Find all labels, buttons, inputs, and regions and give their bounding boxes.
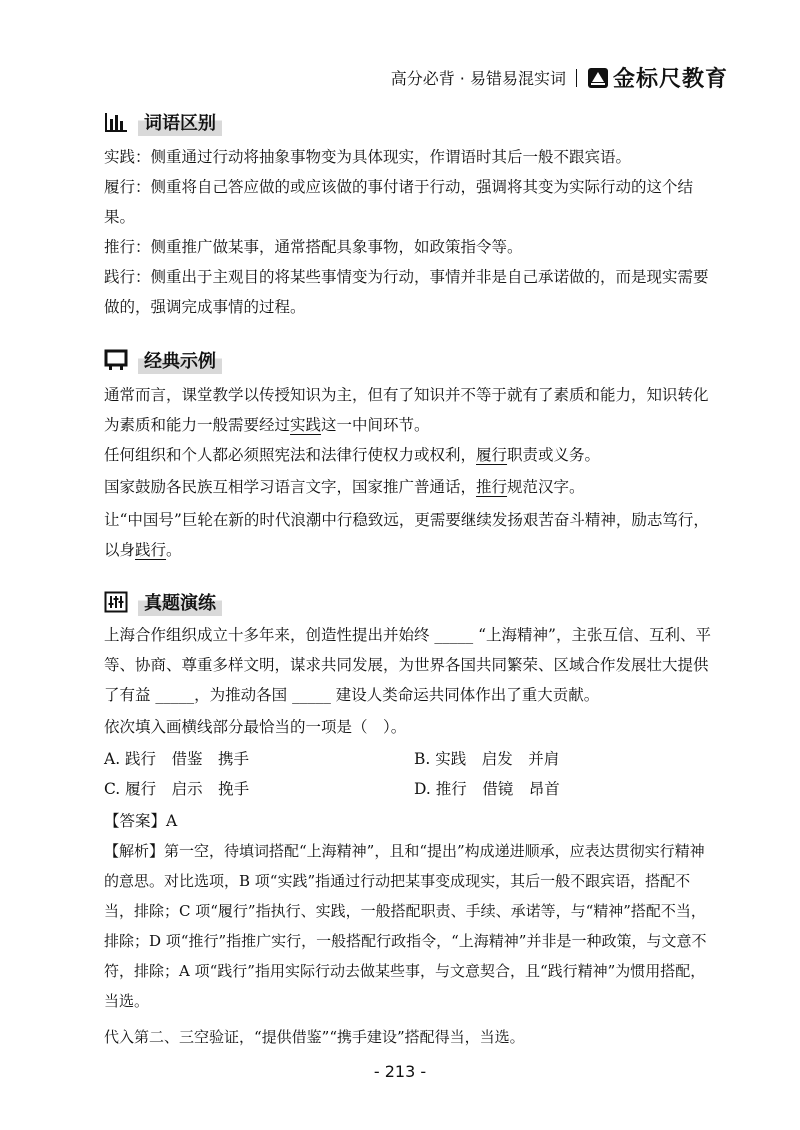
answer-line: 【答案】A (104, 812, 178, 830)
section-title: 真题演练 (138, 588, 222, 616)
sliders-icon (104, 591, 128, 613)
verify-text: 代入第二、三空验证，“提供借鉴”“携手建设”搭配得当，当选。 (104, 1028, 525, 1046)
example-sentence: 通常而言，课堂教学以传授知识为主，但有了知识并不等于就有了素质和能力，知识转化为素质和能力一般需要经过实践这一中间环节。 (104, 386, 709, 434)
highlighted-word: 践行 (135, 541, 167, 559)
brand-name: 金标尺教育 (612, 67, 728, 92)
example-sentence: 国家鼓励各民族互相学习语言文字，国家推广普通话，推行规范汉字。 (104, 478, 585, 496)
highlighted-word: 推行 (476, 478, 508, 496)
header-subtitle: 高分必背 · 易错易混实词 (390, 69, 566, 88)
page-number: - 213 - (373, 1062, 427, 1081)
distinction-paragraph: 履行：侧重将自己答应做的或应该做的事付诸于行动，强调将其变为实际行动的这个结果。 (104, 178, 694, 226)
option-a: A. 践行 借鉴 携手 (104, 750, 250, 768)
bar-chart-icon (104, 111, 128, 133)
option-d: D. 推行 借镜 昂首 (414, 780, 560, 798)
distinction-paragraph: 实践：侧重通过行动将抽象事物变为具体现实，作谓语时其后一般不跟宾语。 (104, 148, 632, 166)
section-title: 词语区别 (138, 108, 222, 136)
analysis-text: 【解析】第一空，待填词搭配“上海精神”，且和“提出”构成递进顺承，应表达贯彻实行精神的意思。对比选项，B 项“实践”指通过行动把某事变成现实，其后一般不跟宾语，搭配不当，排除；C 项“履行”指执行、实践，一般搭配职责、手续、承诺等，与“精神”搭配不当，排除；D 项“推行”指推广实行，一般搭配行政指令，“上海精神”并非是一种政策，与文意不符，排除；A 项“践行”指用实际行动去做某些事，与文意契合，且“践行精神”为惯用搭配，当选。 (104, 842, 707, 1010)
header-divider (576, 69, 577, 87)
question-prompt: 依次填入画横线部分最恰当的一项是（ ）。 (104, 718, 407, 736)
section-title: 经典示例 (138, 346, 222, 374)
answer-options (104, 744, 724, 804)
section-heading-examples (104, 346, 222, 374)
monitor-icon (104, 349, 128, 371)
highlighted-word: 履行 (476, 446, 508, 464)
section-heading-practice (104, 588, 222, 616)
question-stem: 上海合作组织成立十多年来，创造性提出并始终 _____ “上海精神”，主张互信、互利、平等、协商、尊重多样文明，谋求共同发展，为世界各国共同繁荣、区域合作发展壮大提供了有益 _____，为推动各国 _____ 建设人类命运共同体作出了重大贡献。 (104, 626, 711, 704)
option-b: B. 实践 启发 并肩 (414, 750, 560, 768)
brand-logo-icon (587, 67, 609, 89)
brand (587, 62, 728, 93)
distinction-paragraph: 践行：侧重出于主观目的将某些事情变为行动，事情并非是自己承诺做的，而是现实需要做的，强调完成事情的过程。 (104, 268, 709, 316)
option-c: C. 履行 启示 挽手 (104, 780, 250, 798)
distinction-paragraph: 推行：侧重推广做某事，通常搭配具象事物，如政策指令等。 (104, 238, 523, 256)
section-heading-distinction (104, 108, 222, 136)
highlighted-word: 实践 (290, 416, 322, 434)
page-header (391, 62, 728, 93)
example-sentence: 让“中国号”巨轮在新的时代浪潮中行稳致远，更需要继续发扬艰苦奋斗精神，励志笃行，以身践行。 (104, 511, 709, 559)
example-sentence: 任何组织和个人都必须照宪法和法律行使权力或权利，履行职责或义务。 (104, 446, 601, 464)
